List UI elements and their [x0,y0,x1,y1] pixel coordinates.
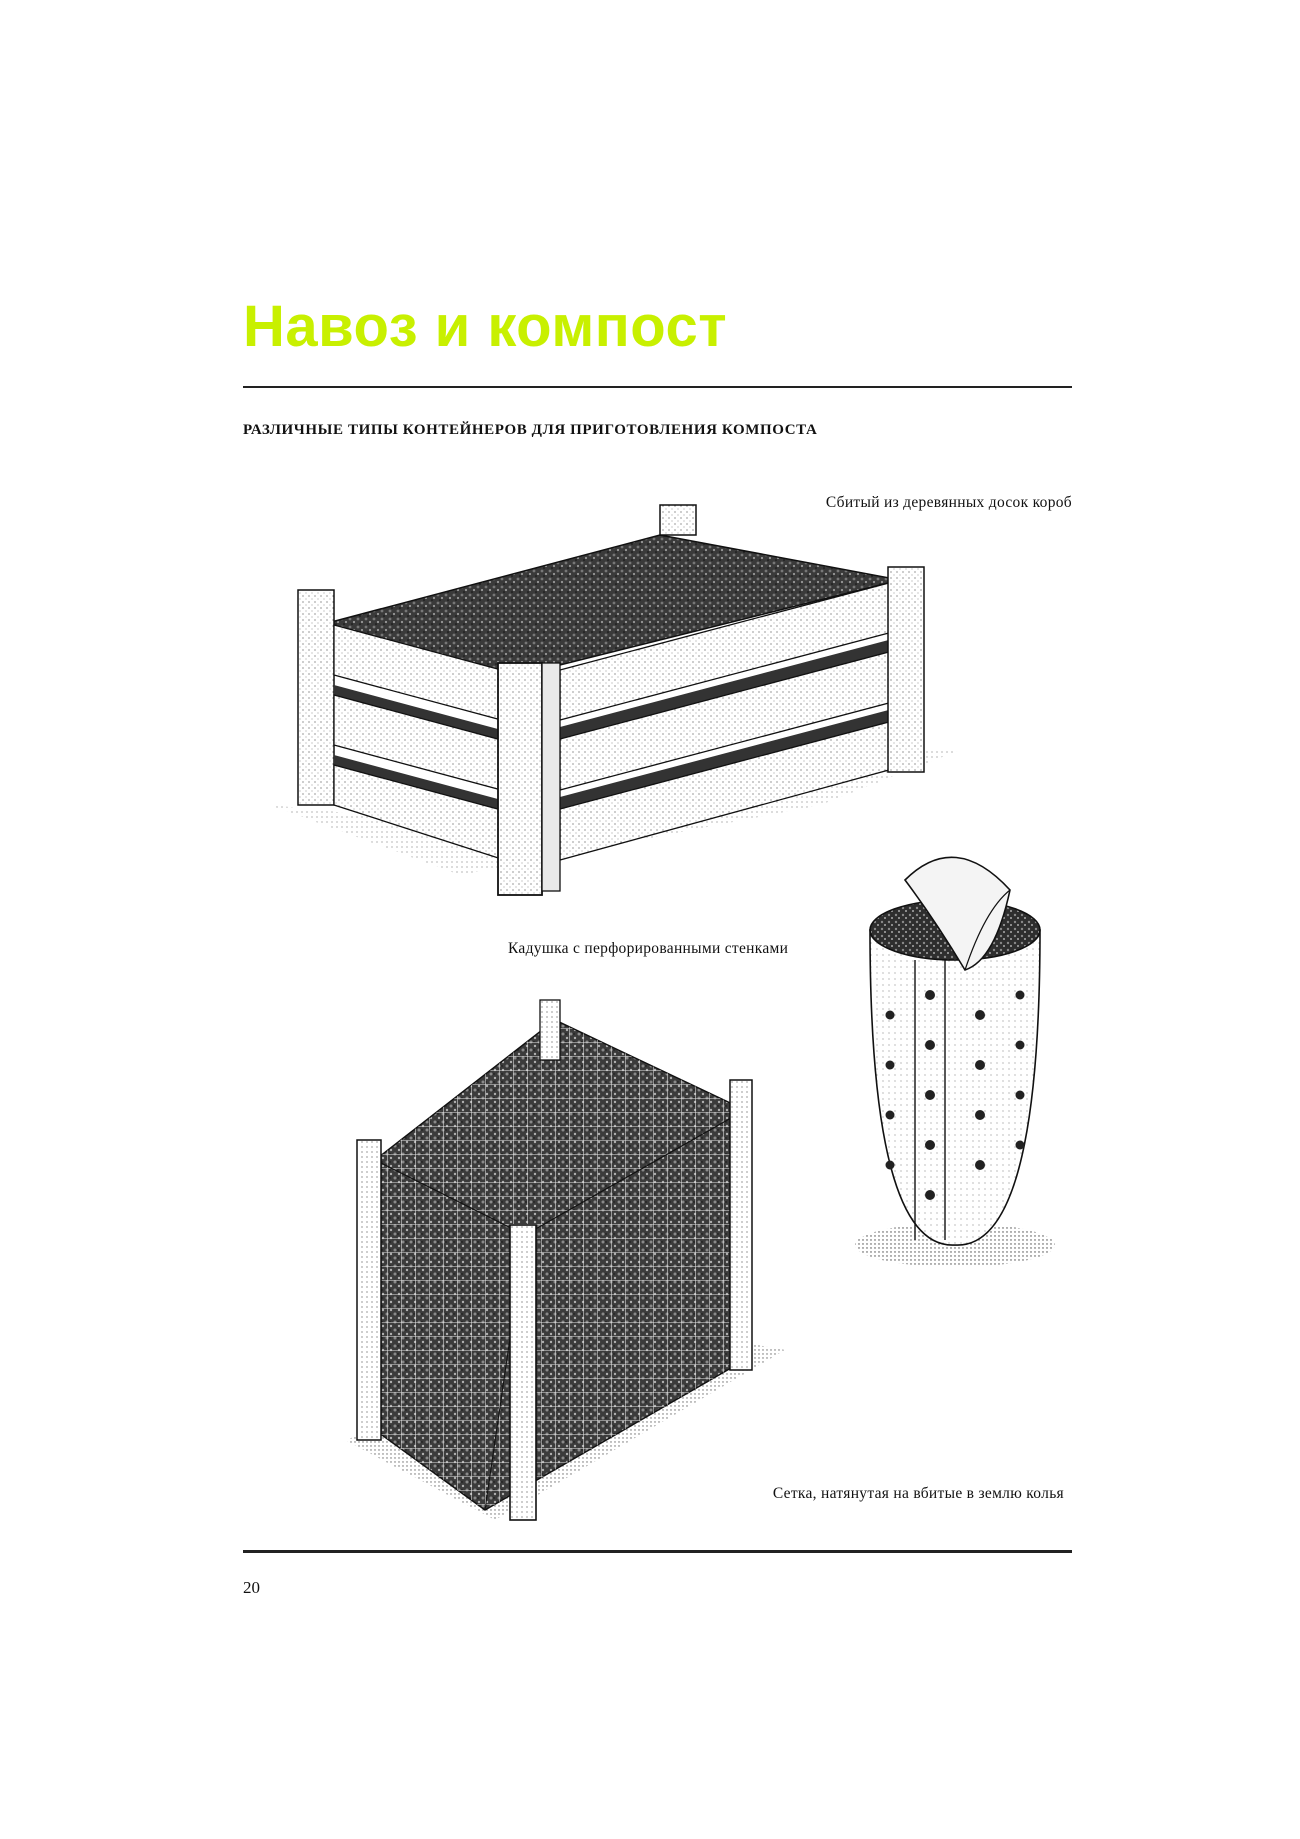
caption-barrel: Кадушка с перфорированными стенками [508,940,789,957]
bottom-divider [243,1550,1072,1553]
top-divider [243,386,1072,388]
wire-mesh-illustration [345,1000,795,1520]
wooden-box-illustration [260,505,960,905]
section-heading: РАЗЛИЧНЫЕ ТИПЫ КОНТЕЙНЕРОВ ДЛЯ ПРИГОТОВЛЕНИЯ КОМПОСТА [243,422,818,438]
page-title: Навоз и компост [243,294,728,359]
perforated-barrel-illustration [845,850,1065,1270]
page-number: 20 [243,1578,260,1597]
caption-wire-mesh: Сетка, натянутая на вбитые в землю колья [772,1485,1064,1502]
caption-wooden-box: Сбитый из деревянных досок короб [825,494,1072,511]
